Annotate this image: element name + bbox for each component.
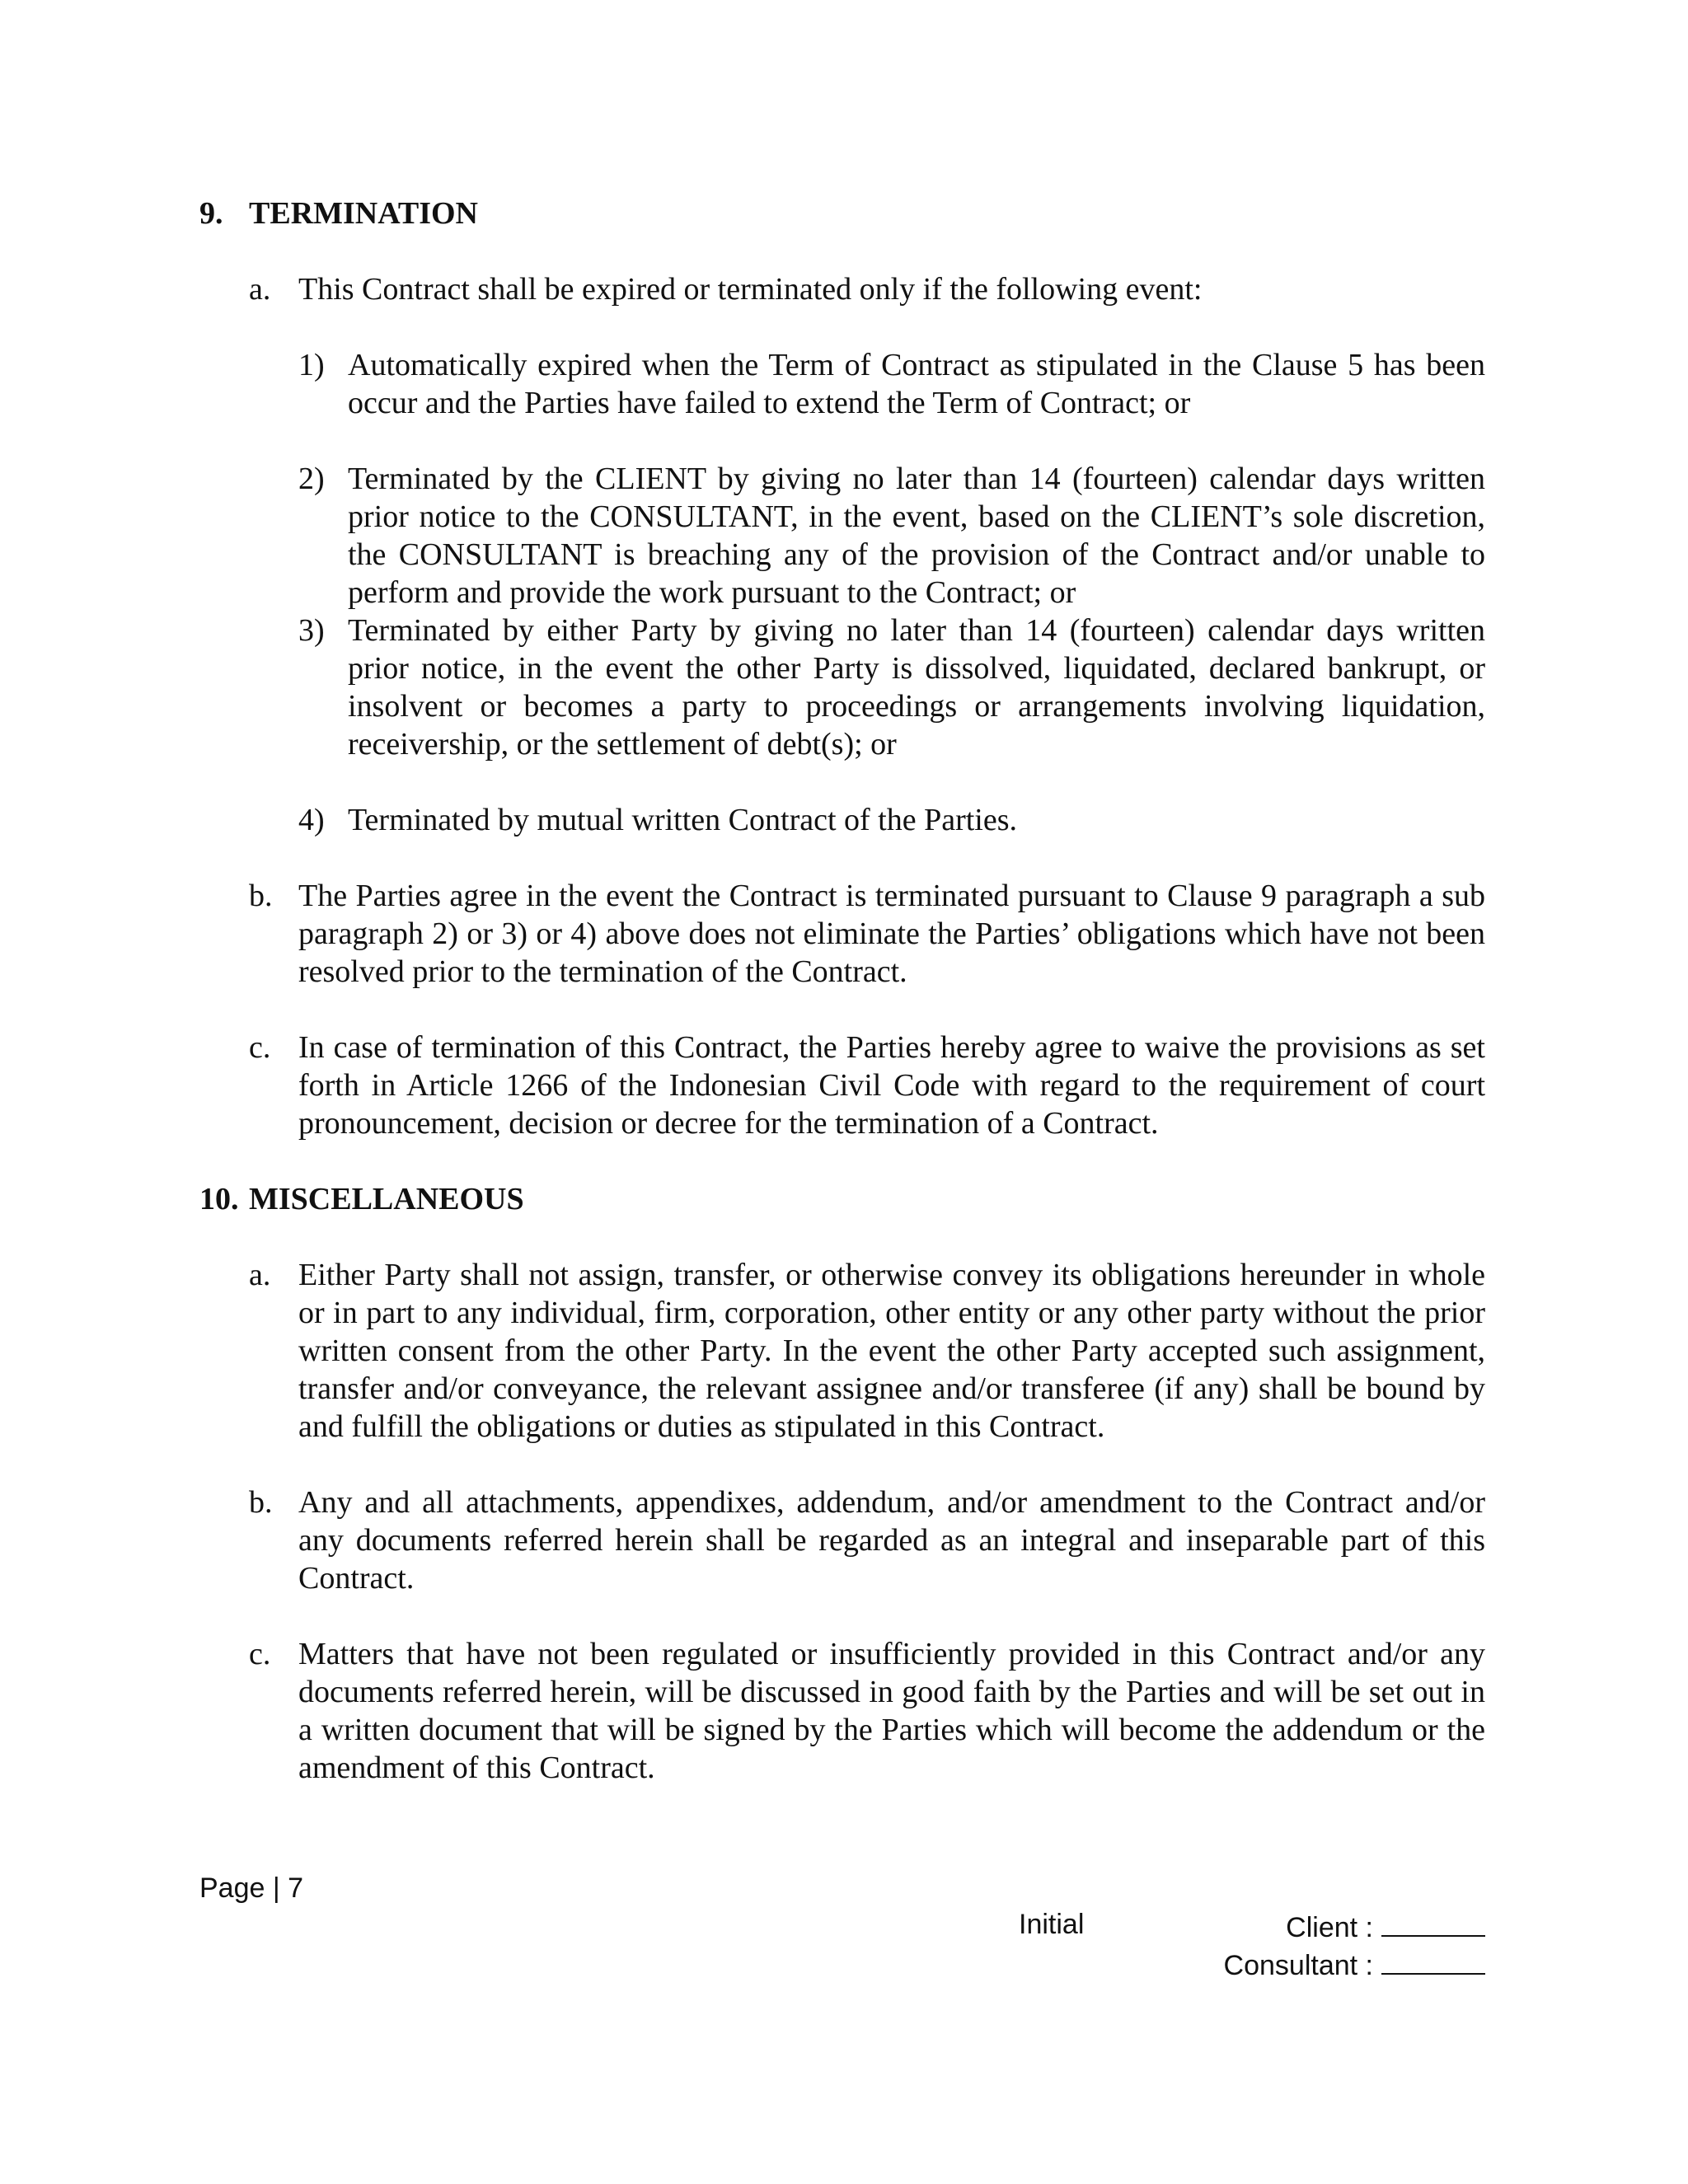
- clause-marker: b.: [249, 1485, 273, 1520]
- sub-clause-marker: 1): [298, 348, 325, 382]
- section-heading-termination: [199, 194, 1485, 232]
- consultant-initial-row: [1224, 1947, 1485, 1985]
- sub-clause-text: Terminated by the CLIENT by giving no later than 14 (fourteen) calendar days written prior notice to the CONSULTANT, in the event, based on the CLIENT’s sole discretion, the CONSULTANT is breaching any of the provision of the Contract and/or unable to perform and provide the work pursuant to the Contract; or: [348, 462, 1485, 610]
- sub-clause-text: Automatically expired when the Term of Contract as stipulated in the Clause 5 has been occur and the Parties have failed to extend the Term of Contract; or: [348, 348, 1485, 420]
- clause-item: [199, 1256, 1485, 1446]
- clause-marker: a.: [249, 1258, 271, 1292]
- clause-text: This Contract shall be expired or terminated only if the following event:: [298, 272, 1203, 307]
- clause-item: [199, 1483, 1485, 1597]
- sub-clause-item: [199, 460, 1485, 612]
- clause-item: [199, 270, 1485, 308]
- section-title: MISCELLANEOUS: [249, 1182, 524, 1216]
- sub-clause-marker: 3): [298, 613, 325, 648]
- sub-clause-marker: 2): [298, 462, 325, 496]
- section-number: 9.: [199, 196, 223, 231]
- sub-clause-item: [199, 801, 1485, 839]
- clause-marker: b.: [249, 879, 273, 913]
- section-number: 10.: [199, 1182, 239, 1216]
- sub-clause-text: Terminated by either Party by giving no later than 14 (fourteen) calendar days written prior notice, in the event the other Party is dissolved, liquidated, declared bankrupt, or insolvent or becomes a party to proceedings or arrangements involving liquidation, receivership, or the settlement of debt(s); or: [348, 613, 1485, 762]
- clause-marker: c.: [249, 1030, 271, 1065]
- clause-text: Any and all attachments, appendixes, addendum, and/or amendment to the Contract and/or any documents referred herein shall be regarded as an integral and inseparable part of this Contract.: [298, 1485, 1485, 1596]
- consultant-label: Consultant :: [1223, 1950, 1373, 1981]
- client-label: Client :: [1286, 1912, 1373, 1943]
- client-initial-line: [1381, 1909, 1485, 1937]
- sub-clause-item: [199, 612, 1485, 763]
- sub-clause-item: [199, 346, 1485, 422]
- sub-clause-marker: 4): [298, 803, 325, 837]
- consultant-initial-line: [1381, 1947, 1485, 1975]
- clause-item: [199, 877, 1485, 991]
- clause-text: Either Party shall not assign, transfer, or otherwise convey its obligations hereunder in whole or in part to any individual, firm, corporation, other entity or any other party without the prior written consent from the other Party. In the event the other Party accepted such assignment, transfer and/or conveyance, the relevant assignee and/or transferee (if any) shall be bound by and fulfill the obligations or duties as stipulated in this Contract.: [298, 1258, 1485, 1444]
- clause-text: Matters that have not been regulated or insufficiently provided in this Contract and/or any documents referred herein, will be discussed in good faith by the Parties and will be set out in a written document that will be signed by the Parties which will become the addendum or the amendment of this Contract.: [298, 1637, 1485, 1785]
- section-title: TERMINATION: [249, 196, 478, 231]
- page-number: Page | 7: [199, 1872, 304, 1904]
- clause-marker: c.: [249, 1637, 271, 1671]
- clause-item: [199, 1635, 1485, 1787]
- section-heading-miscellaneous: [199, 1180, 1485, 1218]
- clause-marker: a.: [249, 272, 271, 307]
- signature-block: [1224, 1909, 1485, 1985]
- clause-item: [199, 1029, 1485, 1142]
- clause-text: In case of termination of this Contract, the Parties hereby agree to waive the provisions as set forth in Article 1266 of the Indonesian Civil Code with regard to the requirement of court pronouncement, decision or decree for the termination of a Contract.: [298, 1030, 1485, 1141]
- initial-label: Initial: [1019, 1909, 1085, 1940]
- clause-text: The Parties agree in the event the Contract is terminated pursuant to Clause 9 paragraph a sub paragraph 2) or 3) or 4) above does not eliminate the Parties’ obligations which have not been resolved prior to the termination of the Contract.: [298, 879, 1485, 989]
- client-initial-row: [1224, 1909, 1485, 1947]
- sub-clause-text: Terminated by mutual written Contract of the Parties.: [348, 803, 1018, 837]
- document-body: [199, 194, 1485, 1825]
